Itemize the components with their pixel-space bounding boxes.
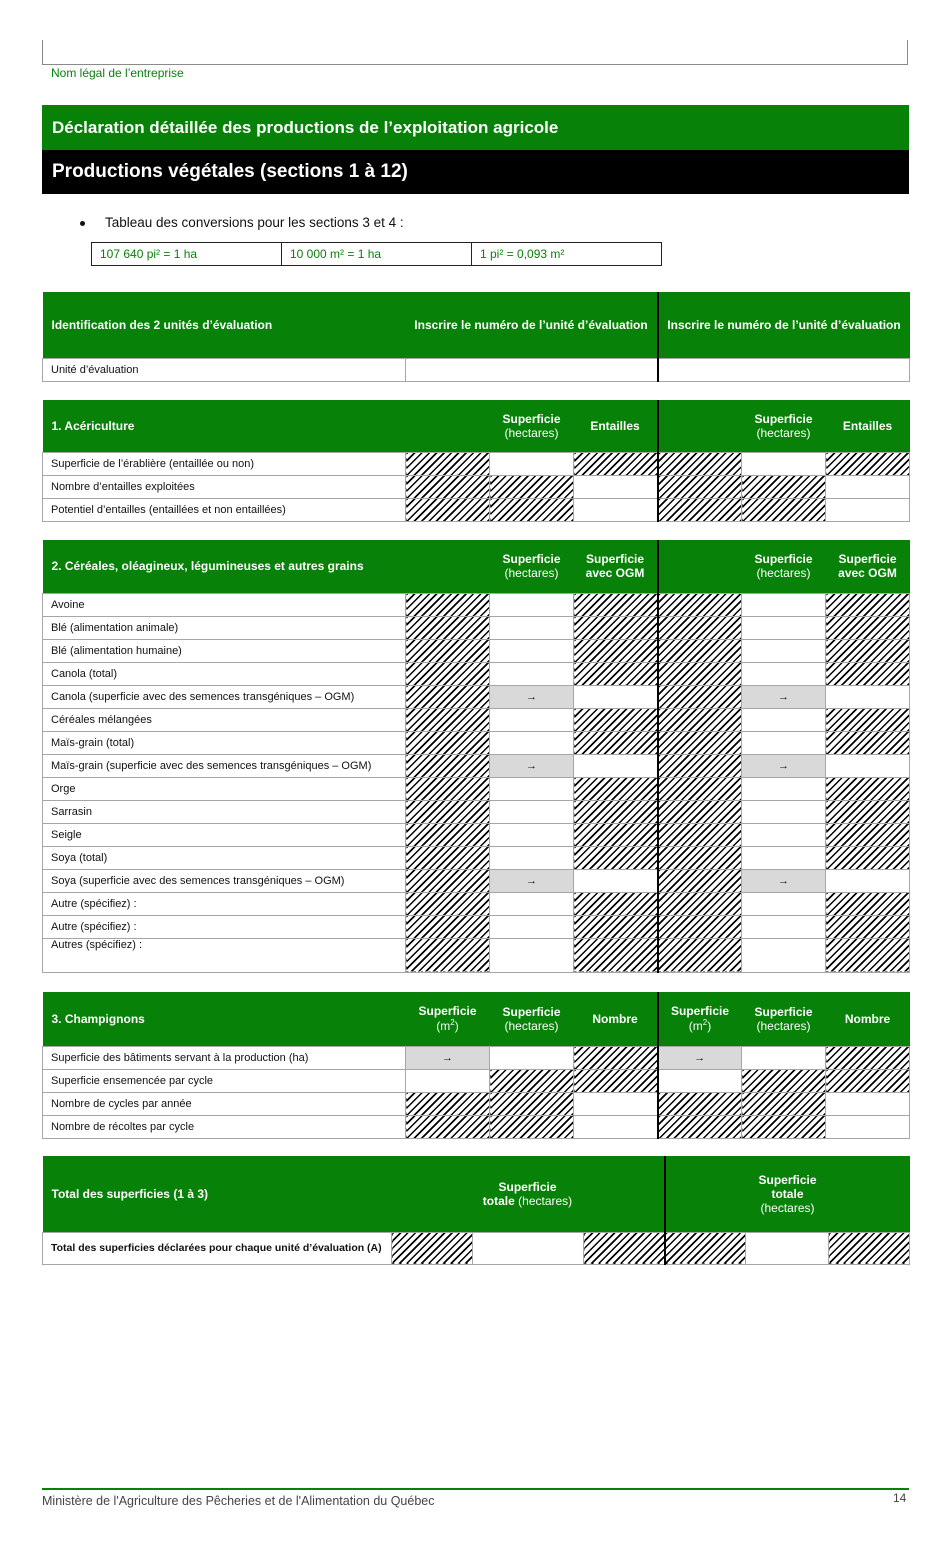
row-label: Maïs-grain (total) bbox=[43, 731, 406, 754]
identification-table bbox=[42, 292, 910, 382]
row-label: Superficie ensemencée par cycle bbox=[43, 1069, 406, 1092]
table-row bbox=[43, 915, 910, 938]
col-header-superficie: Superficie (hectares) bbox=[742, 992, 826, 1046]
cereales-table bbox=[42, 540, 910, 973]
col-header-total: Superficie totale (hectares) bbox=[665, 1156, 910, 1232]
input-cell[interactable] bbox=[742, 731, 826, 754]
table-row bbox=[43, 639, 910, 662]
input-cell[interactable] bbox=[490, 662, 574, 685]
acericulture-table bbox=[42, 400, 910, 522]
input-cell[interactable] bbox=[742, 662, 826, 685]
row-label: Blé (alimentation humaine) bbox=[43, 639, 406, 662]
unit-row-label: Unité d’évaluation bbox=[43, 358, 406, 381]
row-label: Superficie de l’érablière (entaillée ou non) bbox=[43, 452, 406, 475]
row-label: Soya (total) bbox=[43, 846, 406, 869]
input-cell[interactable] bbox=[574, 869, 658, 892]
table-row bbox=[43, 777, 910, 800]
col-header-superficie: Superficie (hectares) bbox=[742, 400, 826, 452]
row-label: Orge bbox=[43, 777, 406, 800]
identification-title: Identification des 2 unités d’évaluation bbox=[43, 292, 406, 358]
input-cell[interactable] bbox=[473, 1232, 584, 1264]
input-cell[interactable] bbox=[490, 823, 574, 846]
conversion-cell: 1 pi² = 0,093 m² bbox=[480, 247, 565, 261]
col-header-m2: Superficie $(m^2)$ bbox=[658, 992, 742, 1046]
row-label: Potentiel d’entailles (entaillées et non entaillées) bbox=[43, 498, 406, 521]
arrow-icon: → bbox=[490, 754, 574, 777]
row-label: Nombre de cycles par année bbox=[43, 1092, 406, 1115]
table-row bbox=[43, 754, 910, 777]
input-cell[interactable] bbox=[826, 685, 910, 708]
input-cell[interactable] bbox=[490, 846, 574, 869]
input-cell[interactable] bbox=[574, 498, 658, 521]
section-title-band: Productions végétales (sections 1 à 12) bbox=[42, 150, 909, 194]
total-table bbox=[42, 1156, 910, 1265]
col-header-superficie: Superficie (hectares) bbox=[490, 540, 574, 593]
conversion-cell: 10 000 m² = 1 ha bbox=[282, 243, 472, 265]
input-cell[interactable] bbox=[826, 475, 910, 498]
acericulture-title: 1. Acériculture bbox=[43, 400, 406, 452]
input-cell[interactable] bbox=[490, 593, 574, 616]
col-header-entailles: Entailles bbox=[574, 400, 658, 452]
row-label: Avoine bbox=[43, 593, 406, 616]
input-cell[interactable] bbox=[826, 1092, 910, 1115]
table-row bbox=[43, 800, 910, 823]
cereales-title: 2. Céréales, oléagineux, légumineuses et autres grains bbox=[43, 540, 406, 593]
input-cell[interactable] bbox=[826, 869, 910, 892]
table-row bbox=[43, 1115, 910, 1138]
total-title: Total des superficies (1 à 3) bbox=[43, 1156, 392, 1232]
table-row bbox=[43, 593, 910, 616]
bullet-icon bbox=[80, 221, 85, 226]
table-row bbox=[43, 662, 910, 685]
input-cell[interactable] bbox=[490, 1046, 574, 1069]
conversion-table bbox=[91, 242, 662, 266]
row-label: Total des superficies déclarées pour chaque unité d’évaluation (A) bbox=[43, 1232, 392, 1264]
input-cell[interactable] bbox=[742, 938, 826, 972]
row-label: Nombre de récoltes par cycle bbox=[43, 1115, 406, 1138]
col-header-m2: Superficie $(m^2)$ bbox=[406, 992, 490, 1046]
col-header-nombre: Nombre bbox=[574, 992, 658, 1046]
row-label: Nombre d’entailles exploitées bbox=[43, 475, 406, 498]
conversion-intro: Tableau des conversions pour les sections 3 et 4 : bbox=[80, 215, 404, 230]
table-row bbox=[43, 892, 910, 915]
col-header-entailles: Entailles bbox=[826, 400, 910, 452]
input-cell[interactable] bbox=[574, 1092, 658, 1115]
input-cell[interactable] bbox=[406, 1069, 490, 1092]
input-cell[interactable] bbox=[742, 639, 826, 662]
table-row bbox=[43, 823, 910, 846]
col-header-superficie: Superficie (hectares) bbox=[742, 540, 826, 593]
row-label: Autre (spécifiez) : bbox=[43, 892, 406, 915]
table-row bbox=[43, 452, 910, 475]
table-row bbox=[43, 708, 910, 731]
input-cell[interactable] bbox=[490, 731, 574, 754]
table-row bbox=[43, 846, 910, 869]
input-cell[interactable] bbox=[742, 800, 826, 823]
champignons-table bbox=[42, 992, 910, 1139]
arrow-icon: → bbox=[742, 869, 826, 892]
table-row bbox=[43, 616, 910, 639]
unit-number-input-2[interactable] bbox=[658, 358, 910, 381]
input-cell[interactable] bbox=[746, 1232, 829, 1264]
input-cell[interactable] bbox=[490, 777, 574, 800]
row-label: Canola (total) bbox=[43, 662, 406, 685]
col-header-superficie: Superficie (hectares) bbox=[490, 992, 574, 1046]
input-cell[interactable] bbox=[742, 823, 826, 846]
row-label: Maïs-grain (superficie avec des semences transgéniques – OGM) bbox=[43, 754, 406, 777]
champignons-title: 3. Champignons bbox=[43, 992, 406, 1046]
input-cell[interactable] bbox=[742, 593, 826, 616]
row-label: Soya (superficie avec des semences transgéniques – OGM) bbox=[43, 869, 406, 892]
row-label: Céréales mélangées bbox=[43, 708, 406, 731]
company-name-field[interactable] bbox=[42, 40, 908, 65]
unit-col-header-2: Inscrire le numéro de l’unité d’évaluation bbox=[658, 292, 910, 358]
row-label: Autre (spécifiez) : bbox=[43, 915, 406, 938]
page-number: 14 bbox=[893, 1491, 907, 1505]
footer-divider bbox=[42, 1488, 909, 1490]
unit-col-header-1: Inscrire le numéro de l’unité d’évaluation bbox=[406, 292, 658, 358]
input-cell[interactable] bbox=[658, 1069, 742, 1092]
arrow-icon: → bbox=[742, 754, 826, 777]
table-row bbox=[43, 685, 910, 708]
conversion-cell: 107 640 pi² = 1 ha bbox=[92, 243, 282, 265]
input-cell[interactable] bbox=[490, 800, 574, 823]
col-header-ogm: Superficie avec OGM bbox=[574, 540, 658, 593]
input-cell[interactable] bbox=[742, 892, 826, 915]
arrow-icon: → bbox=[658, 1046, 742, 1069]
input-cell[interactable] bbox=[826, 754, 910, 777]
col-header-ogm: Superficie avec OGM bbox=[826, 540, 910, 593]
input-cell[interactable] bbox=[574, 685, 658, 708]
arrow-icon: → bbox=[490, 869, 574, 892]
input-cell[interactable] bbox=[574, 475, 658, 498]
input-cell[interactable] bbox=[742, 777, 826, 800]
input-cell[interactable] bbox=[742, 1046, 826, 1069]
input-cell[interactable] bbox=[826, 498, 910, 521]
table-row bbox=[43, 938, 910, 972]
table-row bbox=[43, 1232, 910, 1264]
input-cell[interactable] bbox=[490, 938, 574, 972]
input-cell[interactable] bbox=[490, 892, 574, 915]
input-cell[interactable] bbox=[742, 846, 826, 869]
footer-ministry: Ministère de l'Agriculture des Pêcheries et de l'Alimentation du Québec bbox=[42, 1494, 435, 1508]
input-cell[interactable] bbox=[742, 616, 826, 639]
input-cell[interactable] bbox=[742, 452, 826, 475]
arrow-icon: → bbox=[490, 685, 574, 708]
input-cell[interactable] bbox=[742, 915, 826, 938]
row-label: Autres (spécifiez) : bbox=[43, 938, 406, 972]
row-label: Blé (alimentation animale) bbox=[43, 616, 406, 639]
input-cell[interactable] bbox=[490, 639, 574, 662]
row-label: Seigle bbox=[43, 823, 406, 846]
input-cell[interactable] bbox=[826, 1115, 910, 1138]
input-cell[interactable] bbox=[742, 708, 826, 731]
input-cell[interactable] bbox=[490, 452, 574, 475]
table-row bbox=[43, 1092, 910, 1115]
table-row bbox=[43, 1046, 910, 1069]
col-header-nombre: Nombre bbox=[826, 992, 910, 1046]
row-label: Sarrasin bbox=[43, 800, 406, 823]
table-row bbox=[43, 498, 910, 521]
row-label: Superficie des bâtiments servant à la production (ha) bbox=[43, 1046, 406, 1069]
row-label: Canola (superficie avec des semences transgéniques – OGM) bbox=[43, 685, 406, 708]
input-cell[interactable] bbox=[490, 915, 574, 938]
table-row bbox=[43, 475, 910, 498]
input-cell[interactable] bbox=[574, 754, 658, 777]
input-cell[interactable] bbox=[574, 1115, 658, 1138]
declaration-title-band: Déclaration détaillée des productions de l’exploitation agricole bbox=[42, 105, 909, 150]
col-header-total: Superficie totale (hectares) bbox=[392, 1156, 665, 1232]
arrow-icon: → bbox=[742, 685, 826, 708]
input-cell[interactable] bbox=[490, 708, 574, 731]
input-cell[interactable] bbox=[490, 616, 574, 639]
col-header-superficie: Superficie (hectares) bbox=[490, 400, 574, 452]
company-name-label: Nom légal de l’entreprise bbox=[51, 66, 184, 80]
table-row bbox=[43, 869, 910, 892]
table-row bbox=[43, 1069, 910, 1092]
unit-number-input-1[interactable] bbox=[406, 358, 658, 381]
table-row bbox=[43, 731, 910, 754]
arrow-icon: → bbox=[406, 1046, 490, 1069]
